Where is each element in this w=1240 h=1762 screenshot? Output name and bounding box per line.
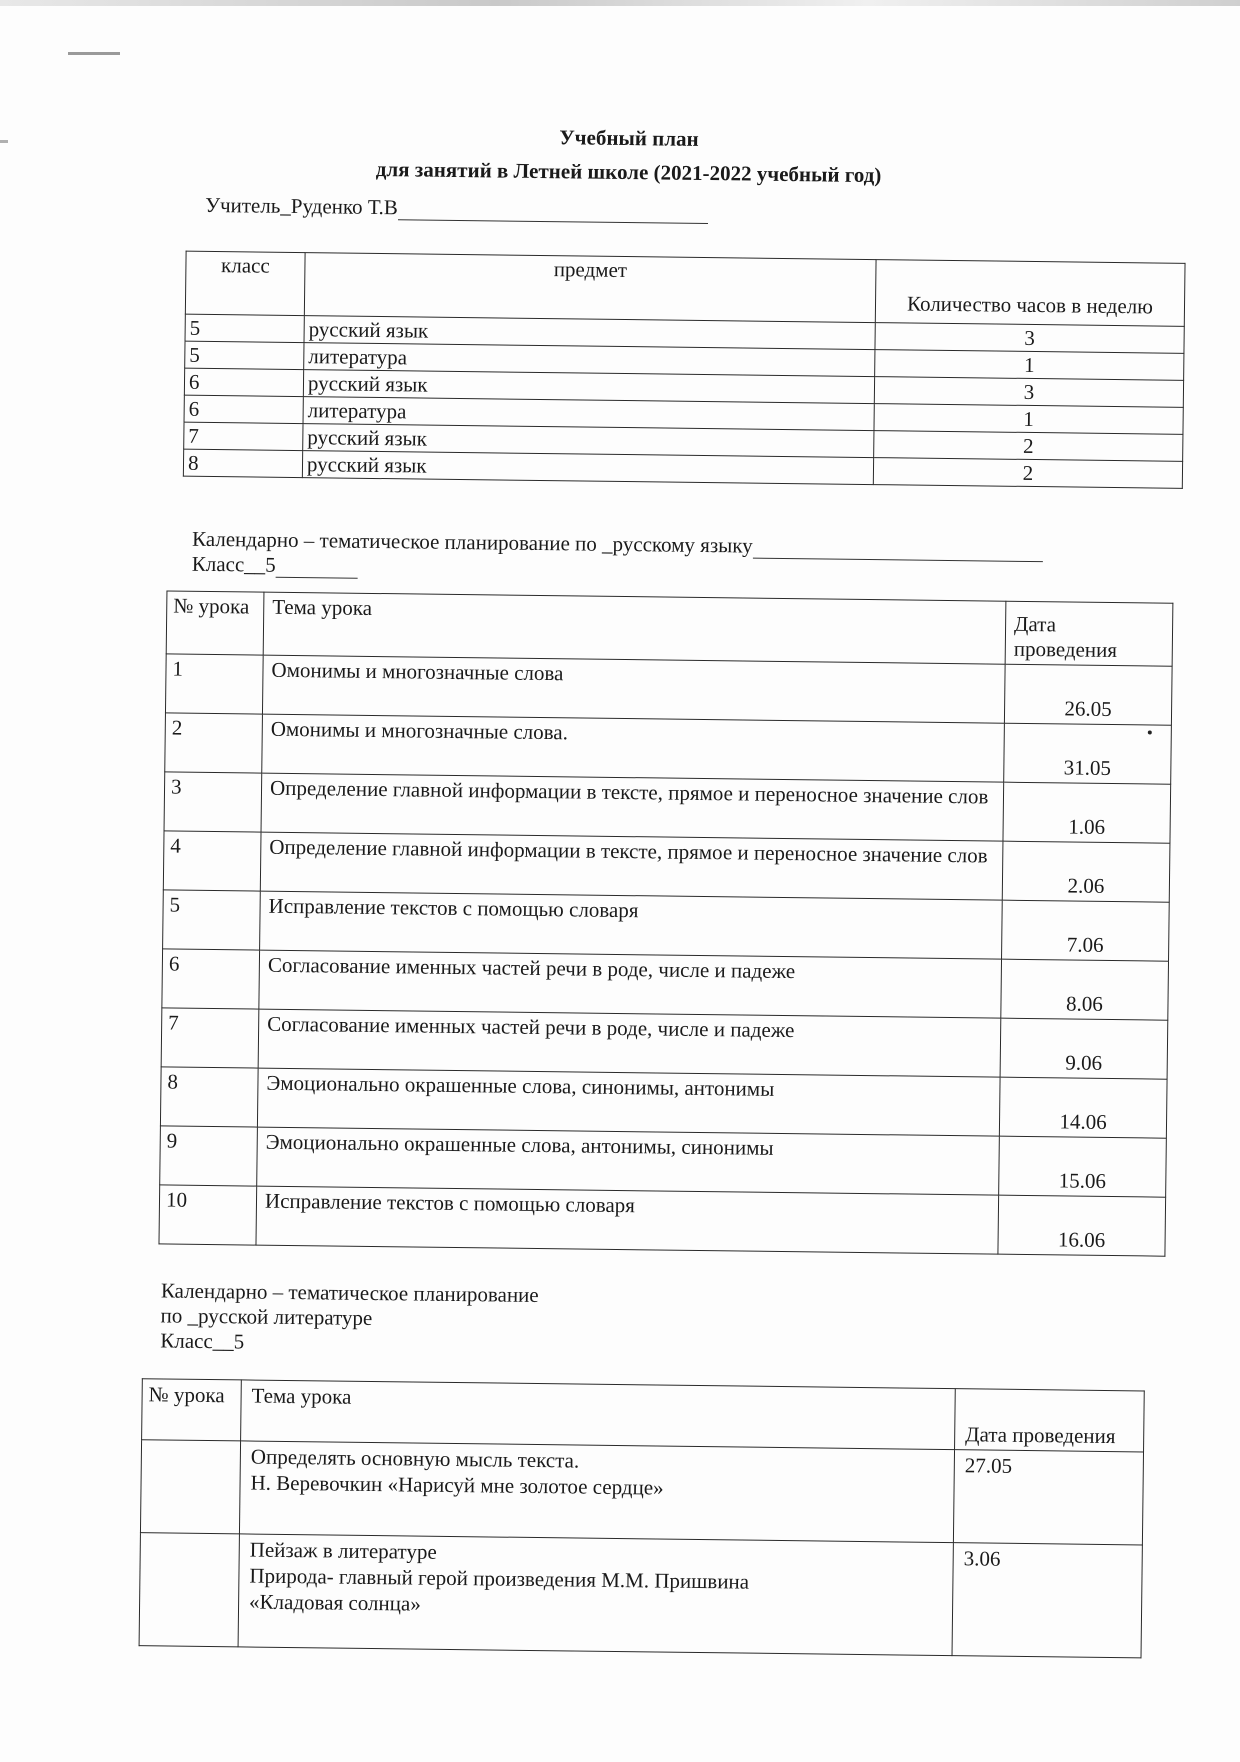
table-row (159, 1185, 1166, 1256)
header-class: класс (185, 251, 305, 315)
cell-date: 16.06 (998, 1195, 1166, 1256)
cell-topic (238, 1534, 953, 1656)
cell-number: 1 (165, 654, 263, 714)
table-row (139, 1533, 1142, 1658)
cell-hours: 3 (874, 377, 1183, 408)
cell-hours: 2 (874, 431, 1183, 462)
cell-hours: 2 (873, 458, 1182, 489)
cell-date: 3.06 (952, 1543, 1142, 1658)
cell-hours: 1 (875, 350, 1184, 381)
cell-topic: Исправление текстов с помощью словаря (256, 1186, 999, 1254)
russian-schedule-table (158, 590, 1173, 1256)
cell-class: 5 (185, 341, 304, 369)
russian-section-title: Календарно – тематическое планирование по _русскому языку Класс__5 (192, 527, 1043, 587)
cell-number: 7 (161, 1008, 259, 1068)
header-topic: Тема урока (263, 592, 1006, 664)
literature-section-title: Календарно – тематическое планирование по _русской литературе Класс__5 (160, 1278, 539, 1354)
cell-date: 8.06 (1001, 959, 1169, 1020)
cell-topic: Определение главной информации в тексте, прямое и переносное значение слов (260, 832, 1003, 900)
cell-hours: 1 (874, 404, 1183, 435)
cell-number (140, 1440, 240, 1534)
table-row (140, 1440, 1143, 1545)
cell-topic (239, 1441, 954, 1543)
cell-number: 10 (159, 1185, 257, 1245)
cell-number: 4 (163, 831, 261, 891)
cell-hours: 3 (875, 323, 1184, 354)
cell-number (139, 1533, 239, 1647)
cell-topic: Определение главной информации в тексте, прямое и переносное значение слов (261, 773, 1004, 841)
cell-number: 3 (164, 772, 262, 832)
cell-date: 27.05 (953, 1450, 1143, 1545)
cell-subject: литература (303, 397, 874, 431)
cell-topic: Эмоционально окрашенные слова, синонимы, антонимы (257, 1068, 1000, 1136)
cell-number: 5 (163, 890, 261, 950)
topic-line: Определять основную мысль текста. (250, 1444, 580, 1473)
cell-date: 14.06 (999, 1077, 1167, 1138)
topic-line: «Кладовая солнца» (248, 1589, 421, 1616)
russian-class-label: Класс__5 (191, 551, 276, 577)
cell-date: 15.06 (999, 1136, 1167, 1197)
header-lesson-number: № урока (142, 1379, 242, 1441)
cell-topic: Исправление текстов с помощью словаря (260, 891, 1003, 959)
header-topic: Тема урока (241, 1380, 956, 1450)
header-subject: предмет (304, 253, 876, 323)
cell-topic: Омонимы и многозначные слова (262, 655, 1005, 723)
cell-number: 2 (165, 713, 263, 773)
topic-line: Пейзаж в литературе (249, 1537, 437, 1564)
teacher-label: Учитель_Руденко Т.В (205, 193, 708, 224)
header-lesson-number: № урока (166, 591, 264, 655)
cell-topic: Согласование именных частей речи в роде, числе и падеже (258, 1009, 1001, 1077)
topic-line: Природа- главный герой произведения М.М. Пришвина (249, 1563, 750, 1594)
cell-date: 31.05 (1004, 723, 1172, 784)
document-subtitle: для занятий в Летней школе (2021-2022 учебный год) (375, 156, 882, 188)
cell-class: 6 (184, 395, 303, 423)
cell-number: 6 (162, 949, 260, 1009)
cell-class: 7 (184, 422, 303, 450)
topic-line: Н. Веревочкин «Нарисуй мне золотое сердце» (250, 1470, 664, 1500)
scan-mark (0, 140, 8, 143)
cell-subject: русский язык (304, 316, 875, 350)
cell-subject: русский язык (303, 370, 874, 404)
cell-number: 8 (160, 1067, 258, 1127)
cell-topic: Омонимы и многозначные слова. (262, 714, 1005, 782)
cell-topic: Согласование именных частей речи в роде, числе и падеже (259, 950, 1002, 1018)
header-date: Дата проведения (955, 1389, 1145, 1452)
cell-class: 6 (184, 368, 303, 396)
cell-date: 9.06 (1000, 1018, 1168, 1079)
document-title: Учебный план (559, 125, 699, 151)
literature-class-label: Класс__5 (160, 1328, 245, 1354)
cell-date: 2.06 (1002, 841, 1170, 902)
cell-subject: русский язык (303, 424, 874, 458)
cell-class: 8 (183, 449, 302, 477)
literature-schedule-table (139, 1378, 1145, 1658)
cell-subject: литература (304, 343, 875, 377)
cell-topic: Эмоционально окрашенные слова, антонимы, синонимы (257, 1127, 1000, 1195)
cell-class: 5 (185, 314, 304, 342)
cell-date: 7.06 (1002, 900, 1170, 961)
cell-date: 26.05 (1004, 664, 1172, 725)
study-plan-table (183, 251, 1186, 489)
header-date: Дата проведения (1005, 601, 1173, 666)
ink-dot (1148, 730, 1152, 734)
cell-number: 9 (160, 1126, 258, 1186)
header-hours: Количество часов в неделю (875, 260, 1185, 327)
cell-date: 1.06 (1003, 782, 1171, 843)
cell-subject: русский язык (302, 451, 873, 485)
